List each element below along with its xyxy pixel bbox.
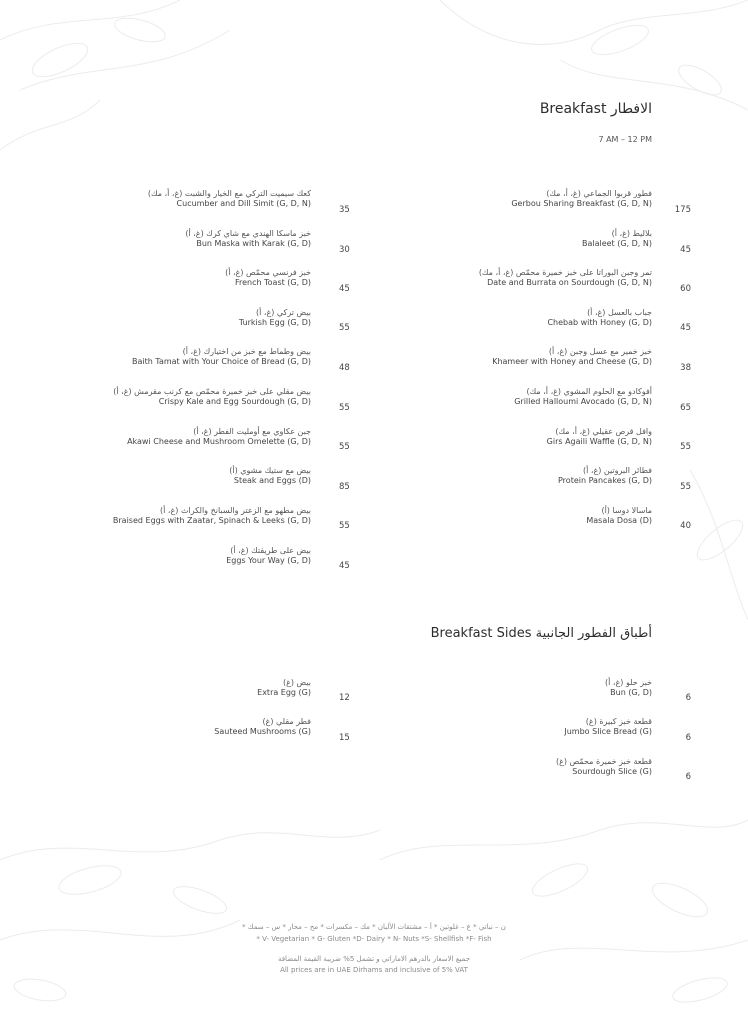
item-price: 48 <box>339 363 350 373</box>
footer-legend-en: * V- Vegetarian * G- Gluten *D- Dairy * N- Nuts *S- Shellfish *F- Fish <box>256 935 492 943</box>
list-item: أفوكادو مع الحلوم المشوي (غ، أ، مك) Grilled Halloumi Avocado (G, D, N) <box>514 387 652 407</box>
item-price: 12 <box>339 693 350 703</box>
sides-title-en: Breakfast Sides <box>430 626 532 641</box>
list-item: قطعة خبز كبيرة (غ) Jumbo Slice Bread (G) <box>564 717 652 737</box>
item-price: 175 <box>674 205 691 215</box>
list-item: خبز حلو (غ، أ) Bun (G, D) <box>605 678 652 698</box>
item-price: 15 <box>339 733 350 743</box>
item-price: 45 <box>339 284 350 294</box>
list-item: كعك سيميت التركي مع الخيار والشبت (غ، أ، مك) Cucumber and Dill Simit (G, D, N) <box>147 189 311 209</box>
list-item: تمر وجبن البوراتا على خبز خميرة محمّص (غ، أ، مك) Date and Burrata on Sourdough (G, D, N) <box>478 268 652 288</box>
list-item: خبز خمير مع عسل وجبن (غ، أ) Khameer with Honey and Cheese (G, D) <box>492 347 652 367</box>
list-item: ماسالا دوسا (أ) Masala Dosa (D) <box>586 506 652 526</box>
item-price: 45 <box>339 561 350 571</box>
item-price: 55 <box>680 442 691 452</box>
item-price: 65 <box>680 403 691 413</box>
list-item: فطر مقلي (غ) Sauteed Mushrooms (G) <box>214 717 311 737</box>
list-item: بلاليط (غ، أ) Balaleet (G, D, N) <box>581 229 652 249</box>
list-item: بيض مع ستيك مشوي (أ) Steak and Eggs (D) <box>229 466 311 486</box>
item-price: 38 <box>680 363 691 373</box>
list-item: خبز فرنسي محمّص (غ، أ) French Toast (G, D) <box>225 268 311 288</box>
list-item: وافل قرص عقيلي (غ، أ، مك) Girs Agaili Waffle (G, D, N) <box>546 427 652 447</box>
item-price: 45 <box>680 323 691 333</box>
breakfast-hours: 7 AM – 12 PM <box>598 135 652 144</box>
list-item: بيض وطماط مع خبز من اختيارك (غ، أ) Baith Tamat with Your Choice of Bread (G, D) <box>132 347 311 367</box>
list-item: قطعة خبز خميرة محمّص (غ) Sourdough Slice (G) <box>556 757 652 777</box>
item-price: 35 <box>339 205 350 215</box>
item-price: 55 <box>680 482 691 492</box>
sides-title-ar: أطباق الفطور الجانبية <box>535 626 652 641</box>
list-item: بيض مطهو مع الزعتر والسبانخ والكراث (غ، أ) Braised Eggs with Zaatar, Spinach & Leeks (G, D) <box>112 506 311 526</box>
breakfast-title-ar: الافطار <box>610 101 652 117</box>
item-price: 30 <box>339 245 350 255</box>
item-price: 45 <box>680 245 691 255</box>
list-item: خبز ماسكا الهندي مع شاي كرك (غ، أ) Bun Maska with Karak (G, D) <box>185 229 311 249</box>
list-item: فطائر البروتين (غ، أ) Protein Pancakes (G, D) <box>558 466 652 486</box>
list-item: جبن عكاوي مع أومليت الفطر (غ، أ) Akawi Cheese and Mushroom Omelette (G, D) <box>127 427 311 447</box>
item-price: 60 <box>680 284 691 294</box>
list-item: بيض مقلي على خبز خميرة محمّص مع كرنب مقرمش (غ، أ) Crispy Kale and Egg Sourdough (G, D) <box>113 387 311 407</box>
footer-legend-ar: * ن – نباتي * غ – غلوتين * أ – مشتقات الألبان * مك – مكسرات * مح – محار * س – سمك <box>242 923 506 931</box>
item-price: 85 <box>339 482 350 492</box>
item-price: 55 <box>339 323 350 333</box>
list-item: بيض (غ) Extra Egg (G) <box>257 678 311 698</box>
item-price: 55 <box>339 442 350 452</box>
footer-prices-en: All prices are in UAE Dirhams and inclusive of 5% VAT <box>280 966 468 974</box>
breakfast-section-title <box>540 101 652 117</box>
item-price: 6 <box>685 733 691 743</box>
list-item: بيض على طريقتك (غ، أ) Eggs Your Way (G, D) <box>226 546 311 566</box>
item-price: 55 <box>339 403 350 413</box>
breakfast-sides-section-title <box>431 626 652 641</box>
list-item: جباب بالعسل (غ، أ) Chebab with Honey (G, D) <box>547 308 652 328</box>
item-price: 6 <box>685 693 691 703</box>
breakfast-title-en: Breakfast <box>539 101 607 117</box>
list-item: بيض تركي (غ، أ) Turkish Egg (G, D) <box>238 308 311 328</box>
list-item: فطور قربوا الجماعي (غ، أ، مك) Gerbou Sharing Breakfast (G, D, N) <box>511 189 652 209</box>
item-price: 55 <box>339 521 350 531</box>
item-price: 40 <box>680 521 691 531</box>
item-price: 6 <box>685 772 691 782</box>
footer-prices-ar: جميع الاسعار بالدرهم الاماراتي و تشمل 5% ضريبة القيمة المضافة <box>277 955 471 963</box>
